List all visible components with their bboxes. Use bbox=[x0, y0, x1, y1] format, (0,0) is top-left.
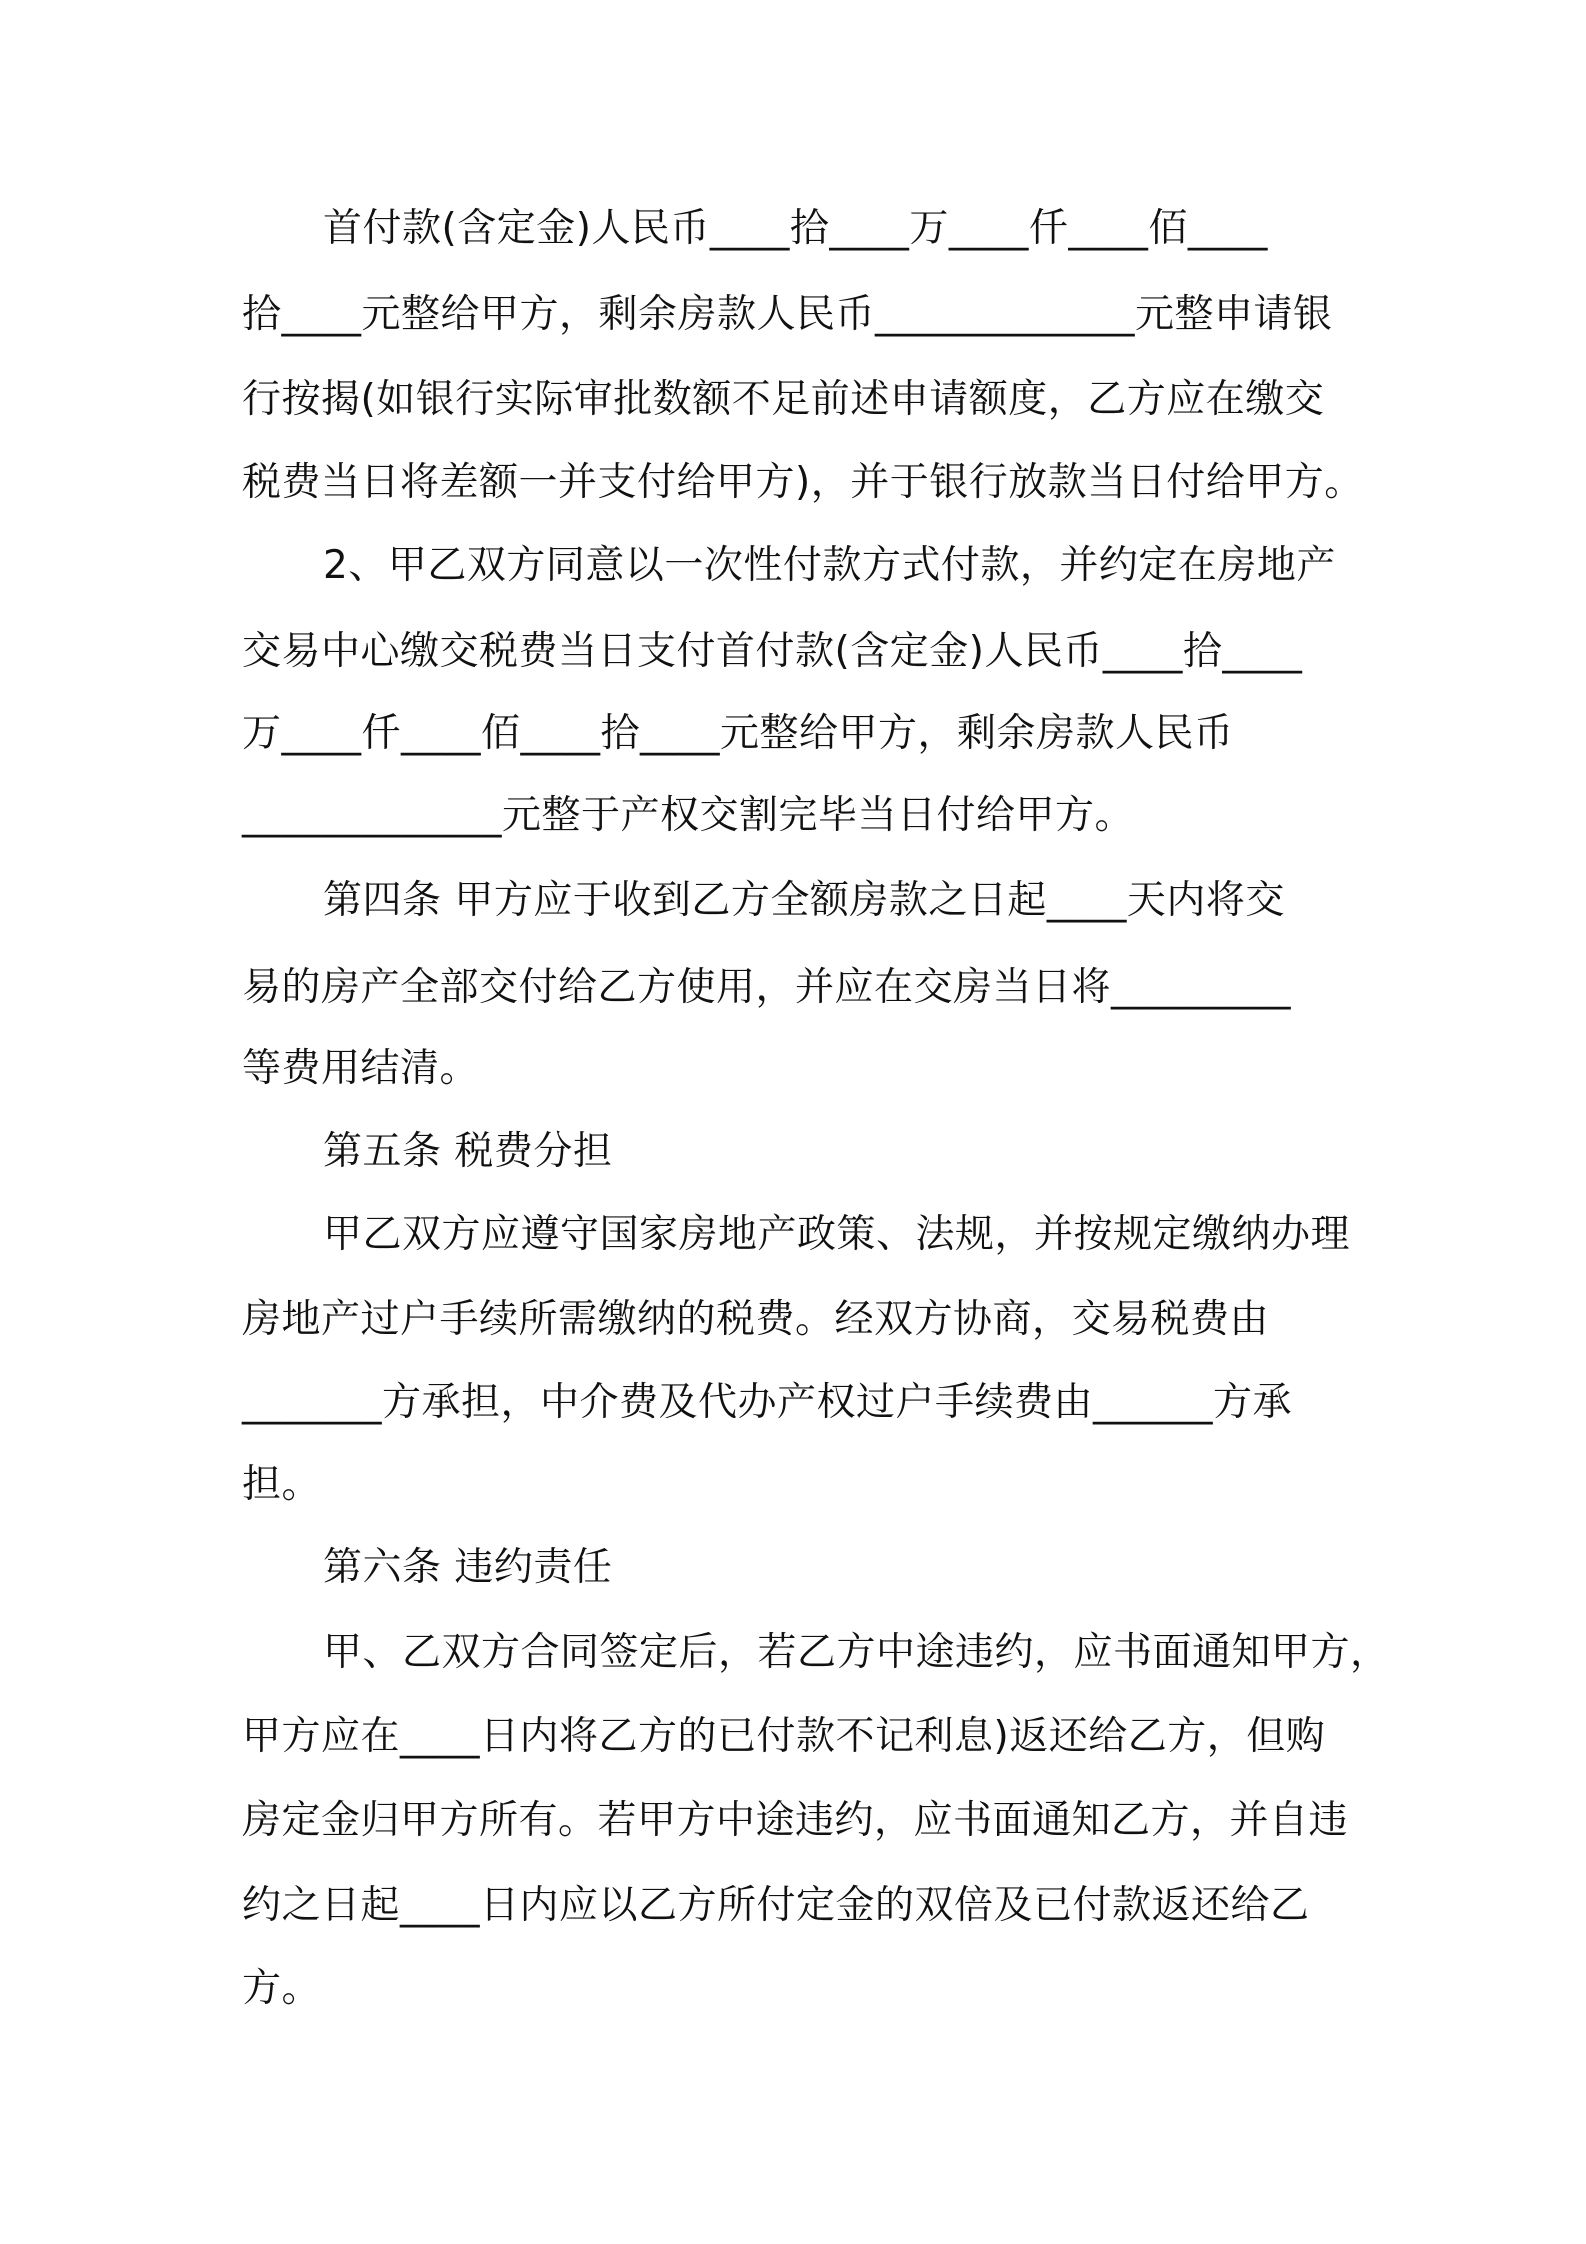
article-5-line-3: _______方承担，中介费及代办产权过户手续费由______方承 bbox=[242, 1380, 1293, 1425]
lump-sum-line-4: _____________元整于产权交割完毕当日付给甲方。 bbox=[242, 793, 1135, 838]
article-6-line-2: 甲方应在____日内将乙方的已付款不记利息)返还给乙方，但购 bbox=[242, 1714, 1326, 1759]
article-5-line-2: 房地产过户手续所需缴纳的税费。经双方协商，交易税费由 bbox=[242, 1297, 1270, 1342]
down-payment-line-2: 拾____元整给甲方，剩余房款人民币_____________元整申请银 bbox=[242, 292, 1333, 337]
lump-sum-line-1: 2、甲乙双方同意以一次性付款方式付款，并约定在房地产 bbox=[323, 543, 1336, 588]
article-4-line-3: 等费用结清。 bbox=[242, 1046, 480, 1091]
down-payment-line-1: 首付款(含定金)人民币____拾____万____仟____佰____ bbox=[323, 206, 1268, 251]
article-6-line-1: 甲、乙双方合同签定后，若乙方中途违约，应书面通知甲方， bbox=[323, 1630, 1390, 1675]
article-6-line-5: 方。 bbox=[242, 1966, 322, 2011]
lump-sum-line-2: 交易中心缴交税费当日支付首付款(含定金)人民币____拾____ bbox=[242, 629, 1303, 674]
lump-sum-line-3: 万____仟____佰____拾____元整给甲方，剩余房款人民币 bbox=[242, 711, 1234, 756]
down-payment-line-3: 行按揭(如银行实际审批数额不足前述申请额度，乙方应在缴交 bbox=[242, 377, 1325, 422]
article-6-line-4: 约之日起____日内应以乙方所付定金的双倍及已付款返还给乙 bbox=[242, 1883, 1310, 1928]
article-6-line-3: 房定金归甲方所有。若甲方中途违约，应书面通知乙方，并自违 bbox=[242, 1798, 1349, 1843]
article-6-heading: 第六条 违约责任 bbox=[323, 1545, 613, 1590]
article-5-heading: 第五条 税费分担 bbox=[323, 1129, 613, 1174]
article-4-line-2: 易的房产全部交付给乙方使用，并应在交房当日将_________ bbox=[242, 965, 1292, 1010]
article-5-line-1: 甲乙双方应遵守国家房地产政策、法规，并按规定缴纳办理 bbox=[323, 1212, 1351, 1257]
article-4-line-1: 第四条 甲方应于收到乙方全额房款之日起____天内将交 bbox=[323, 878, 1285, 923]
down-payment-line-4: 税费当日将差额一并支付给甲方)，并于银行放款当日付给甲方。 bbox=[242, 460, 1364, 505]
article-5-line-4: 担。 bbox=[242, 1462, 322, 1507]
